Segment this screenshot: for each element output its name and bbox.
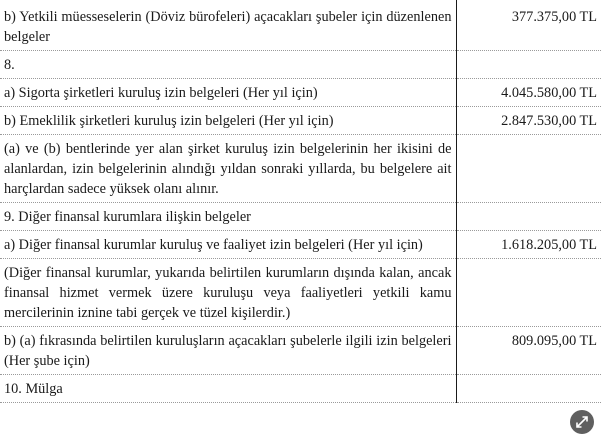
table-row — [0, 203, 601, 231]
row-description: a) Sigorta şirketleri kuruluş izin belgeleri (Her yıl için) — [0, 79, 456, 107]
row-amount: 1.618.205,00 TL — [456, 231, 601, 259]
row-amount — [456, 203, 601, 231]
table-row — [0, 259, 601, 327]
row-amount: 4.045.580,00 TL — [456, 79, 601, 107]
table-row — [0, 107, 601, 135]
row-amount — [456, 135, 601, 203]
table-row — [0, 327, 601, 375]
table-row — [0, 79, 601, 107]
table-row — [0, 135, 601, 203]
section-heading: 9. Diğer finansal kurumlara ilişkin belgeler — [0, 203, 456, 231]
row-note: (Diğer finansal kurumlar, yukarıda belirtilen kurumların dışında kalan, ancak finansal hizmet vermek üzere kuruluşu veya faaliyetleri yetkili kamu mercilerinin iznine tabi gerçek ve tüzel kişilerdir.) — [0, 259, 456, 327]
row-amount — [456, 259, 601, 327]
row-amount: 2.847.530,00 TL — [456, 107, 601, 135]
row-note: (a) ve (b) bentlerinde yer alan şirket kuruluş izin belgelerinin her ikisini de alanlardan, izin belgelerinin alındığı yıldan sonraki yıllarda, bu belgelere ait harçlardan sadece yüksek olanı alınır. — [0, 135, 456, 203]
expand-arrows-glyph — [575, 415, 589, 429]
row-description: a) Diğer finansal kurumlar kuruluş ve faaliyet izin belgeleri (Her yıl için) — [0, 231, 456, 259]
row-description: b) Emeklilik şirketleri kuruluş izin belgeleri (Her yıl için) — [0, 107, 456, 135]
table-row — [0, 0, 601, 51]
section-number: 8. — [0, 51, 456, 79]
row-amount — [456, 51, 601, 79]
row-amount: 377.375,00 TL — [456, 0, 601, 51]
table-row — [0, 375, 601, 403]
row-amount: 809.095,00 TL — [456, 327, 601, 375]
row-amount — [456, 375, 601, 403]
table-row — [0, 51, 601, 79]
row-description: b) Yetkili müesseselerin (Döviz bürofeleri) açacakları şubeler için düzenlenen belgeler — [0, 0, 456, 51]
row-description: b) (a) fıkrasında belirtilen kuruluşların açacakları şubelerle ilgili izin belgeleri (Her şube için) — [0, 327, 456, 375]
section-heading: 10. Mülga — [0, 375, 456, 403]
table-row — [0, 231, 601, 259]
expand-arrows-icon[interactable] — [570, 410, 594, 434]
